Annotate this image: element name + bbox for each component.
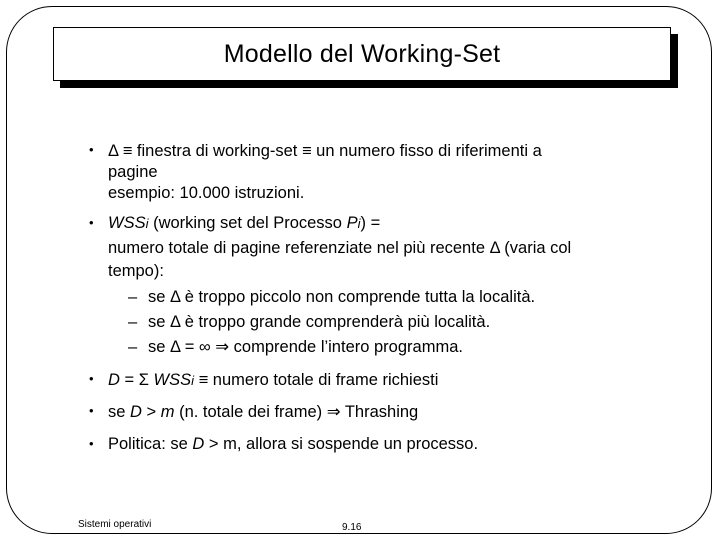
bullet-1-line-3: esempio: 10.000 istruzioni. [108, 184, 305, 202]
bullet-5 [108, 434, 478, 455]
process-symbol: P [346, 214, 358, 232]
bullet-2-mid-text: (working set del Processo [148, 214, 347, 232]
wss-symbol: WSS [153, 371, 192, 389]
page-title: Modello del Working-Set [223, 39, 501, 68]
sub-item-text: se Δ = ∞ ⇒ comprende l’intero programma. [148, 338, 463, 356]
sub-item-text: se Δ è troppo grande comprenderà più località. [148, 313, 491, 331]
sub-dash: – [128, 288, 138, 306]
sub-item-text: se Δ è troppo piccolo non comprende tutta la località. [148, 288, 536, 306]
bullet-5-rest: > m, allora si sospende un processo. [204, 435, 479, 453]
bullet-4-pre: se [108, 403, 131, 421]
d-symbol: D [130, 403, 142, 421]
bullet-1-line-1: Δ ≡ finestra di working-set ≡ un numero fisso di riferimenti a [108, 142, 542, 160]
d-symbol: D [192, 435, 205, 453]
bullet-3-rest: ≡ numero totale di frame richiesti [194, 371, 439, 389]
bullet-4 [108, 402, 418, 423]
bullet-4-rest: (n. totale dei frame) ⇒ Thrashing [174, 403, 419, 421]
bullet-3 [108, 370, 438, 391]
m-symbol: m [160, 403, 175, 421]
gt-text: > [141, 403, 161, 421]
bullet-1-line-2: pagine [108, 163, 158, 181]
wss-subscript: i [145, 216, 149, 231]
bullet-2-line-1 [108, 213, 380, 234]
process-subscript: i [357, 216, 361, 231]
bullet-marker: • [89, 215, 94, 230]
bullet-marker: • [89, 142, 94, 157]
footer-page-number: 9.16 [342, 522, 362, 533]
sub-dash: – [128, 313, 138, 331]
bullet-marker: • [89, 371, 94, 386]
wss-subscript: i [191, 373, 194, 388]
sum-text: = Σ [119, 371, 154, 389]
bullet-2-end-text: ) = [360, 214, 381, 232]
sub-item [128, 312, 490, 333]
sub-dash: – [128, 338, 138, 356]
bullet-5-pre: Politica: se [108, 435, 193, 453]
d-symbol: D [108, 371, 120, 389]
bullet-2-line-3: tempo): [108, 262, 164, 280]
sub-item [128, 287, 535, 308]
sub-item [128, 337, 463, 358]
bullet-2-line-2: numero totale di pagine referenziate nel più recente Δ (varia col [108, 239, 572, 257]
bullet-marker: • [89, 436, 94, 451]
footer-course-name: Sistemi operativi [78, 519, 152, 530]
wss-symbol: WSS [108, 214, 146, 232]
bullet-marker: • [89, 403, 94, 418]
